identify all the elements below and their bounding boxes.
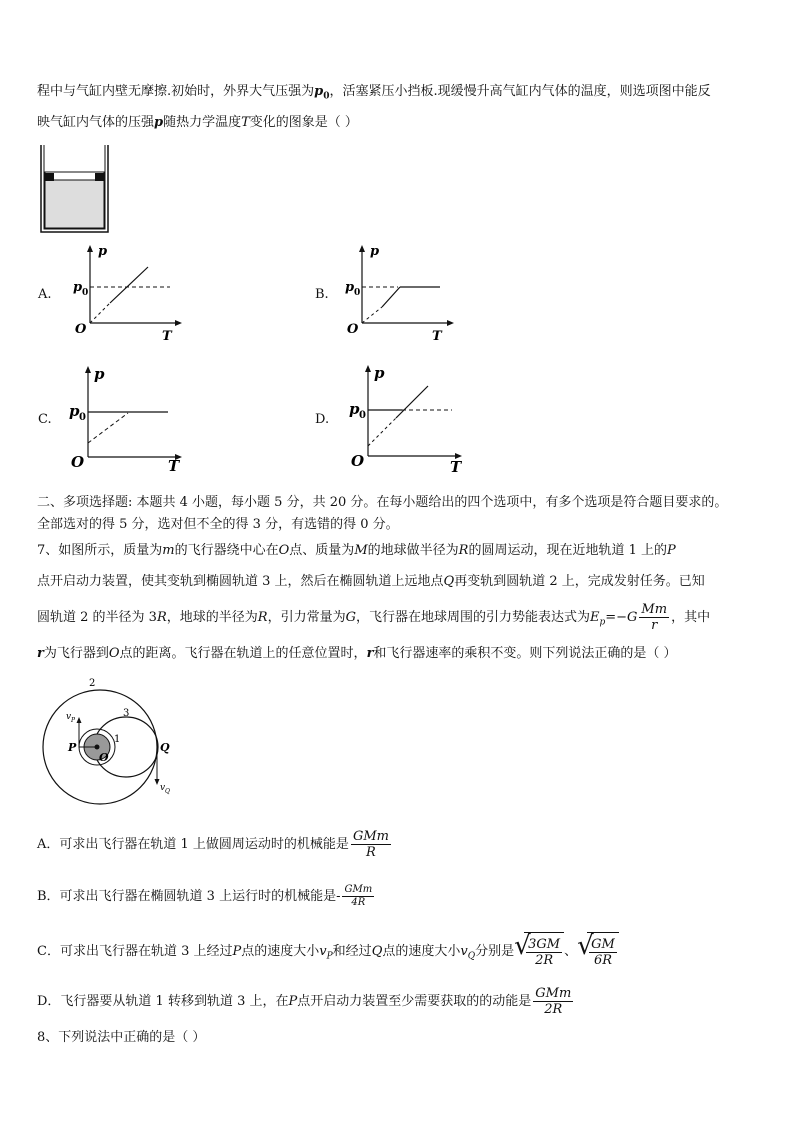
svg-text:p: p xyxy=(345,280,355,295)
q7-option-a[interactable]: A．可求出飞行器在轨道 1 上做圆周运动时的机械能是 $\frac{\text{GMm}}{R}$ xyxy=(37,829,389,860)
option-a-fraction: $\frac{\text{GMm}}{R}$ xyxy=(352,829,389,860)
svg-text:3: 3 xyxy=(123,708,130,719)
cylinder-figure xyxy=(38,145,113,235)
svg-text:O: O xyxy=(75,322,87,337)
svg-text:1: 1 xyxy=(114,734,121,745)
svg-text:p: p xyxy=(349,400,360,418)
option-d-fraction: $\frac{\text{GMm}}{2R}$ xyxy=(535,986,572,1017)
q7-line-3: 圆轨道 2 的半径为 3R，地球的半径为R，引力常量为G，飞行器在地球周围的引力势能表达式为$E_p=-G$ $\frac{Mm}{r}$ ，其中 xyxy=(37,602,711,633)
orbit-diagram xyxy=(40,672,190,812)
svg-text:p: p xyxy=(94,365,105,383)
svg-text:0: 0 xyxy=(82,288,89,298)
section2-line-1: 二、多项选择题: 本题共 4 小题，每小题 5 分，共 20 分。在每小题给出的四个选项中，有多个选项是符合题目要求的。 xyxy=(37,495,728,510)
svg-text:O: O xyxy=(71,453,85,471)
svg-text:P: P xyxy=(71,717,76,724)
stopper-right xyxy=(95,173,104,181)
svg-text:O: O xyxy=(351,452,365,470)
svg-text:T: T xyxy=(450,458,462,476)
svg-text:O: O xyxy=(99,751,109,764)
q6-line-2: 映气缸内气体的压强p随热力学温度T变化的图象是（ ） xyxy=(37,115,358,130)
svg-text:p: p xyxy=(370,244,380,259)
graph-a xyxy=(70,245,190,345)
sqrt-vp: √ $\frac{3GM}{2R}$ xyxy=(514,930,564,973)
option-a-label: A. xyxy=(38,287,52,302)
svg-text:v: v xyxy=(66,712,72,722)
svg-text:0: 0 xyxy=(354,288,361,298)
option-b-label: B. xyxy=(315,287,329,302)
q7-line-2: 点开启动力装置，使其变轨到椭圆轨道 3 上，然后在椭圆轨道上远地点Q再变轨到圆轨道 2 上，完成发射任务。已知 xyxy=(37,574,705,589)
svg-text:T: T xyxy=(432,329,442,344)
svg-text:p: p xyxy=(98,244,108,259)
graph-c xyxy=(66,365,196,473)
svg-text:Q: Q xyxy=(165,788,170,795)
graph-b xyxy=(342,245,462,345)
option-d-label: D. xyxy=(315,412,330,427)
svg-text:Q: Q xyxy=(160,741,170,754)
q7-line-1: 7、如图所示，质量为m的飞行器绕中心在O点、质量为M的地球做半径为R的圆周运动，现在近地轨道 1 上的P xyxy=(37,543,676,558)
gas-region xyxy=(45,178,104,228)
svg-text:p: p xyxy=(374,364,385,382)
graph-d xyxy=(346,362,476,474)
svg-text:T: T xyxy=(168,457,180,475)
graph-d-line-slope xyxy=(396,386,428,418)
q6-line-1: 程中与气缸内壁无摩擦.初始时，外界大气压强为$p_0$，活塞紧压小挡板.现缓慢升高气缸内气体的温度，则选项图中能反 xyxy=(37,84,711,102)
q7-option-c[interactable]: C．可求出飞行器在轨道 3 上经过P点的速度大小$v_P$和经过Q点的速度大小$v_Q$分别是 √ $\frac{3GM}{2R}$ 、 √ $\frac{GM}{6R}$ xyxy=(37,930,619,977)
q7-option-b[interactable]: B．可求出飞行器在椭圆轨道 3 上运行时的机械能是- $\frac{\text{GMm}}{4R}$ xyxy=(37,884,373,908)
option-c-label: C. xyxy=(38,412,52,427)
svg-text:T: T xyxy=(162,329,172,344)
svg-text:P: P xyxy=(68,741,77,754)
q7-option-d[interactable]: D．飞行器要从轨道 1 转移到轨道 3 上，在P点开启动力装置至少需要获取的的动能是 $\frac{\text{GMm}}{2R}$ xyxy=(37,986,572,1017)
q8-stem: 8、下列说法中正确的是（ ） xyxy=(37,1030,206,1045)
stopper-left xyxy=(45,173,54,181)
q7-line-4: r为飞行器到O点的距离。飞行器在轨道上的任意位置时，r和飞行器速率的乘积不变。则下列说法正确的是（ ） xyxy=(37,646,677,661)
svg-text:0: 0 xyxy=(359,410,366,421)
option-b-fraction: $\frac{\text{GMm}}{4R}$ xyxy=(344,884,373,908)
section2-line-2: 全部选对的得 5 分，选对但不全的得 3 分，有选错的得 0 分。 xyxy=(37,517,399,532)
svg-text:O: O xyxy=(347,322,359,337)
svg-text:p: p xyxy=(69,402,80,420)
sqrt-vq: √ $\frac{GM}{6R}$ xyxy=(577,930,619,973)
svg-text:2: 2 xyxy=(89,678,96,689)
ep-fraction: $\frac{Mm}{r}$ xyxy=(641,602,668,633)
graph-a-line xyxy=(110,267,148,303)
svg-text:p: p xyxy=(73,280,83,295)
graph-b-line xyxy=(382,287,400,307)
svg-text:v: v xyxy=(160,783,166,793)
svg-text:0: 0 xyxy=(79,412,86,423)
